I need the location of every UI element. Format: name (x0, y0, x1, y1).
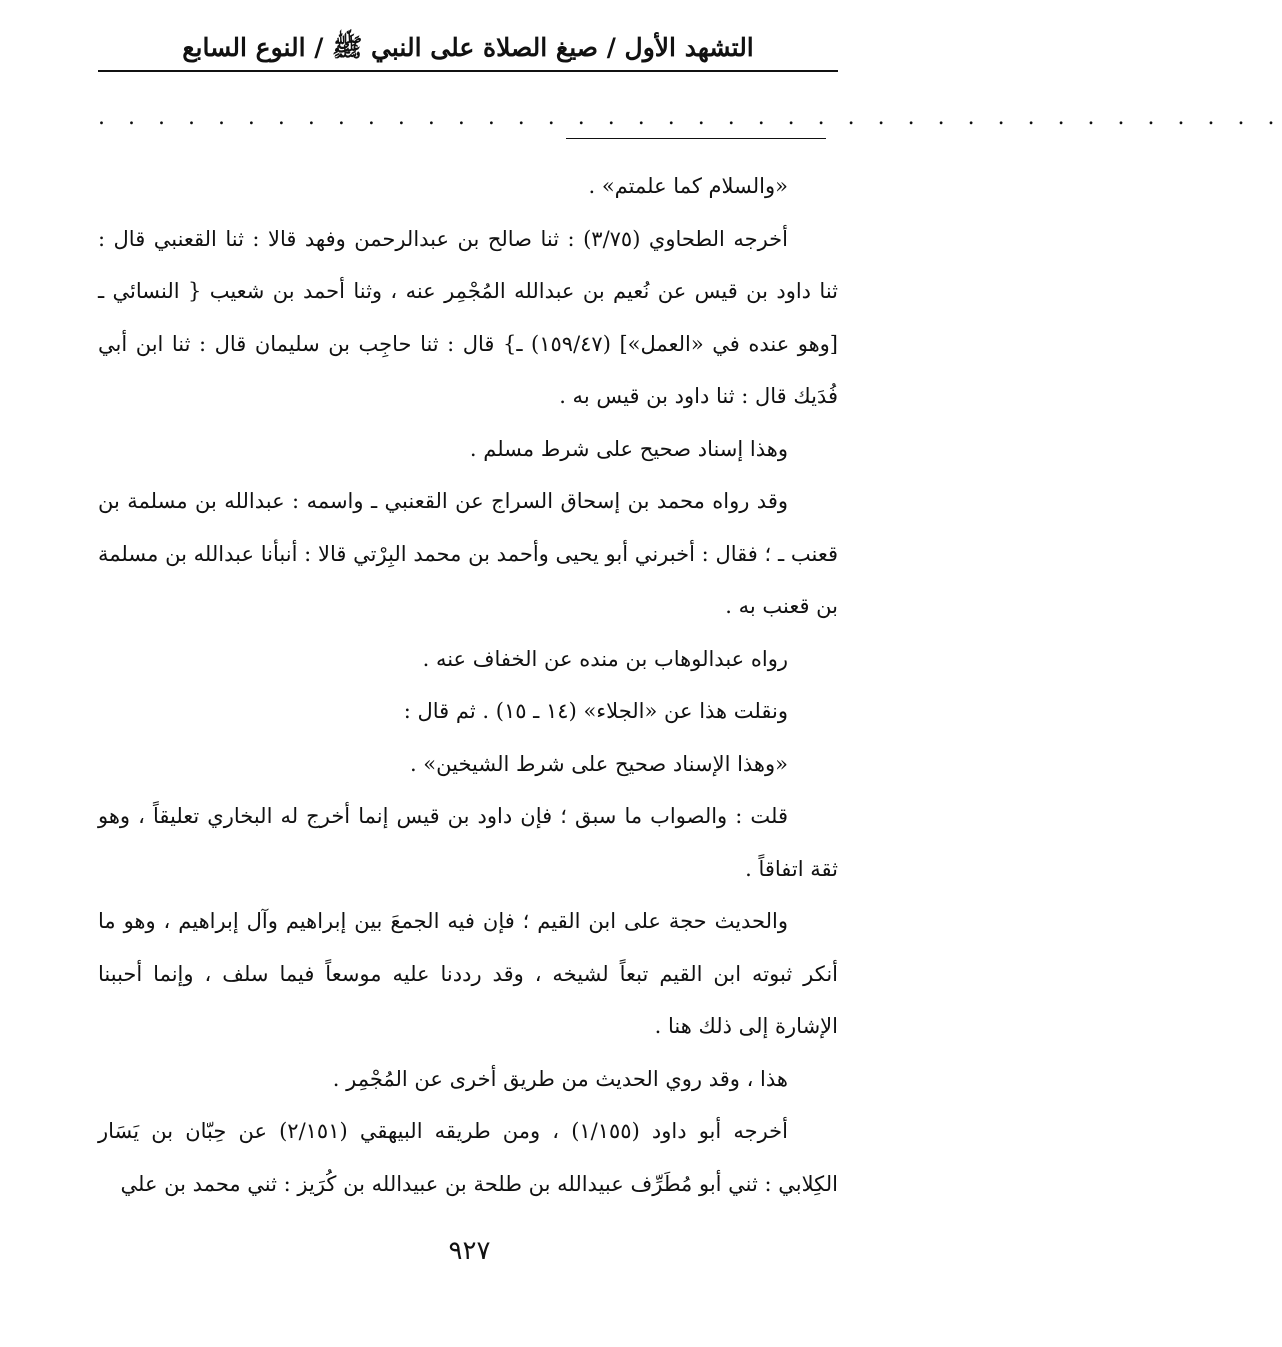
continuation-rule (566, 138, 826, 139)
paragraph: قلت : والصواب ما سبق ؛ فإن داود بن قيس إنما أخرج له البخاري تعليقاً ، وهو ثقة اتفاقاً . (98, 804, 838, 881)
paragraph: «وهذا الإسناد صحيح على شرط الشيخين» . (409, 751, 788, 776)
paragraph: وهذا إسناد صحيح على شرط مسلم . (469, 436, 788, 461)
paragraph: أخرجه أبو داود (١/١٥٥) ، ومن طريقه البيهقي (٢/١٥١) عن حِبّان بن يَسَار الكِلابي : ثني أبو مُطَرِّف عبيدالله بن طلحة بن عبيدالله بن كُرَيز : ثني محمد بن علي (98, 1119, 838, 1196)
page-number: ٩٢٧ (448, 1236, 491, 1266)
paragraph: والحديث حجة على ابن القيم ؛ فإن فيه الجمعَ بين إبراهيم وآل إبراهيم ، وهو ما أنكر ثبوته ابن القيم تبعاً لشيخه ، وقد رددنا عليه موسعاً فيما سلف ، وإنما أحببنا الإشارة إلى ذلك هنا . (98, 909, 838, 1038)
paragraph: ونقلت هذا عن «الجلاء» (١٤ ـ ١٥) . ثم قال : (403, 699, 788, 723)
dotted-separator: . . . . . . . . . . . . . . . . . . . . . . . . . . . . . . . . . . . . . . . . (98, 105, 1282, 130)
header-rule (98, 70, 838, 72)
page-body (98, 160, 838, 1210)
page-header-title: التشهد الأول / صيغ الصلاة على النبي ﷺ / النوع السابع (182, 33, 754, 62)
paragraph: أخرجه الطحاوي (٣/٧٥) : ثنا صالح بن عبدالرحمن وفهد قالا : ثنا القعنبي قال : ثنا داود بن قيس عن نُعيم بن عبدالله المُجْمِر عنه ، وثنا أحمد بن شعيب { النسائي ـ [وهو عنده في «العمل»] (١٥٩/٤٧) ـ} قال : ثنا حاجِب بن سليمان قال : ثنا ابن أبي فُدَيك قال : ثنا داود بن قيس به . (98, 226, 839, 408)
paragraph: «والسلام كما علمتم» . (588, 174, 788, 198)
paragraph: رواه عبدالوهاب بن منده عن الخفاف عنه . (422, 646, 788, 671)
paragraph: هذا ، وقد روي الحديث من طريق أخرى عن المُجْمِر . (332, 1066, 788, 1091)
paragraph: وقد رواه محمد بن إسحاق السراج عن القعنبي ـ واسمه : عبدالله بن مسلمة بن قعنب ـ ؛ فقال : أخبرني أبو يحيى وأحمد بن محمد البِرْتي قالا : أنبأنا عبدالله بن مسلمة بن قعنب به . (98, 489, 838, 618)
